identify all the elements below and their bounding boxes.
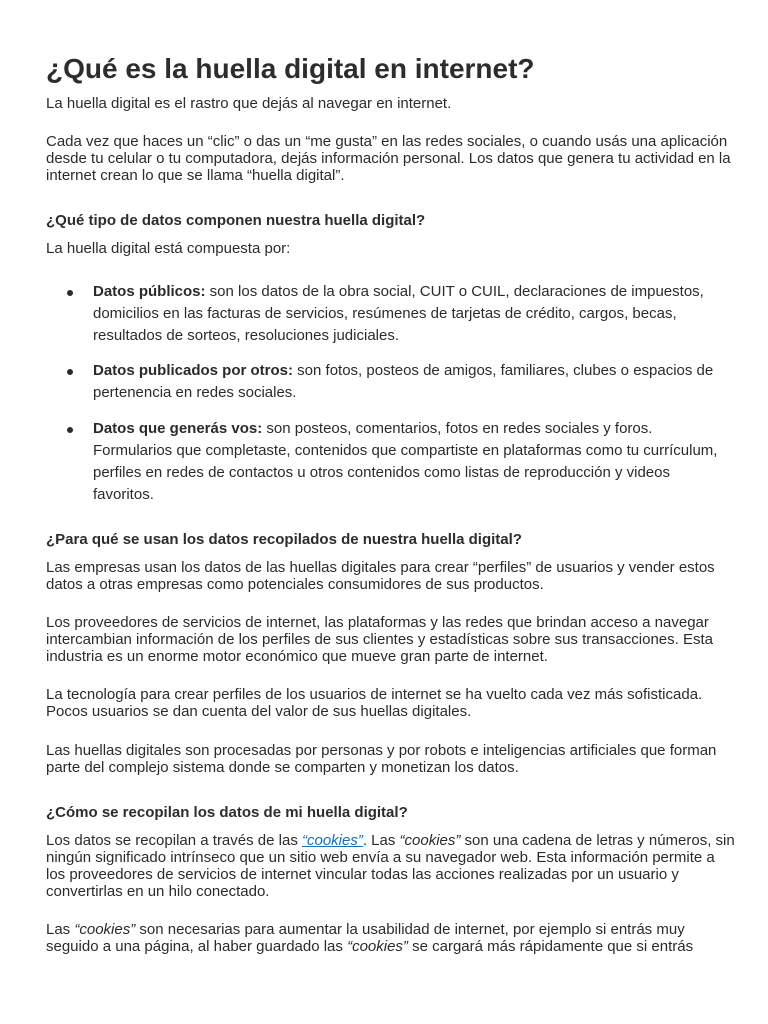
list-item-term: Datos públicos:	[93, 283, 206, 300]
page-title: ¿Qué es la huella digital en internet?	[46, 53, 535, 84]
text-run: Las	[46, 921, 75, 938]
text-run: se cargará más rápidamente que si entrás	[407, 938, 694, 955]
section-lead: La huella digital está compuesta por:	[46, 240, 291, 257]
list-item-published-by-others	[93, 360, 733, 404]
section-heading-data-types: ¿Qué tipo de datos componen nuestra huella digital?	[46, 212, 426, 229]
intro-paragraph-2: Cada vez que haces un “clic” o das un “me gusta” en las redes sociales, o cuando usás una aplicación desde tu celular o tu computadora, dejás información personal. Los datos que genera tu actividad en la internet crean lo que se llama “huella digital”.	[46, 133, 731, 184]
bullet-dot-icon	[67, 369, 73, 375]
list-item-text: son fotos, posteos de amigos, familiares, clubes o espacios de pertenencia en redes sociales.	[93, 362, 714, 401]
text-run: son necesarias para aumentar la usabilidad de internet, por ejemplo si entrás muy seguido a una página, al haber guardado las	[46, 921, 685, 955]
text-run: . Las	[362, 832, 400, 849]
text-run: son una cadena de letras y números, sin ningún significado intrínseco que un sitio web envía a su navegador web. Esta información permite a los proveedores de servicios de internet vincular todas las acciones realizadas por un usuario y convertirlas en un hilo conectado.	[46, 832, 735, 900]
list-item-term: Datos que generás vos:	[93, 420, 263, 437]
list-item-text: son posteos, comentarios, fotos en redes sociales y foros. Formularios que completaste, contenidos que compartiste en plataformas como tu currículum, perfiles en redes de contactos u otros contenidos como listas de reproducción y videos favoritos.	[93, 420, 718, 503]
usage-paragraph-2: Los proveedores de servicios de internet, las plataformas y las redes que brindan acceso a navegar intercambian información de los perfiles de sus clientes y estadísticas sobre sus transacciones. Esta industria es un enorme motor económico que mueve gran parte de internet.	[46, 614, 713, 665]
usage-paragraph-3: La tecnología para crear perfiles de los usuarios de internet se ha vuelto cada vez más sofisticada. Pocos usuarios se dan cuenta del valor de sus huellas digitales.	[46, 686, 703, 720]
section-heading-data-usage: ¿Para qué se usan los datos recopilados de nuestra huella digital?	[46, 531, 522, 548]
list-item-text: son los datos de la obra social, CUIT o CUIL, declaraciones de impuestos, domicilios en las facturas de servicios, resúmenes de tarjetas de crédito, cargos, becas, resultados de sorteos, resoluciones judiciales.	[93, 283, 704, 344]
section-heading-data-collection: ¿Cómo se recopilan los datos de mi huella digital?	[46, 804, 408, 821]
cookies-link[interactable]: “cookies”	[301, 832, 363, 849]
list-item-your-data	[93, 418, 733, 506]
list-item-public-data	[93, 281, 733, 347]
cookies-term: “cookies”	[347, 938, 408, 955]
cookies-term: “cookies”	[74, 921, 136, 938]
usage-paragraph-4: Las huellas digitales son procesadas por personas y por robots e inteligencias artificiales que forman parte del complejo sistema donde se comparten y monetizan los datos.	[46, 742, 717, 776]
bullet-dot-icon	[67, 427, 73, 433]
collection-paragraph-1	[46, 832, 736, 900]
bullet-dot-icon	[67, 290, 73, 296]
collection-paragraph-2	[46, 921, 736, 955]
cookies-term: “cookies”	[399, 832, 461, 849]
list-item-term: Datos publicados por otros:	[93, 362, 294, 379]
usage-paragraph-1: Las empresas usan los datos de las huellas digitales para crear “perfiles” de usuarios y vender estos datos a otras empresas como potenciales consumidores de sus productos.	[46, 559, 715, 593]
intro-paragraph-1: La huella digital es el rastro que dejás al navegar en internet.	[46, 95, 452, 112]
text-run: Los datos se recopilan a través de las	[46, 832, 302, 849]
